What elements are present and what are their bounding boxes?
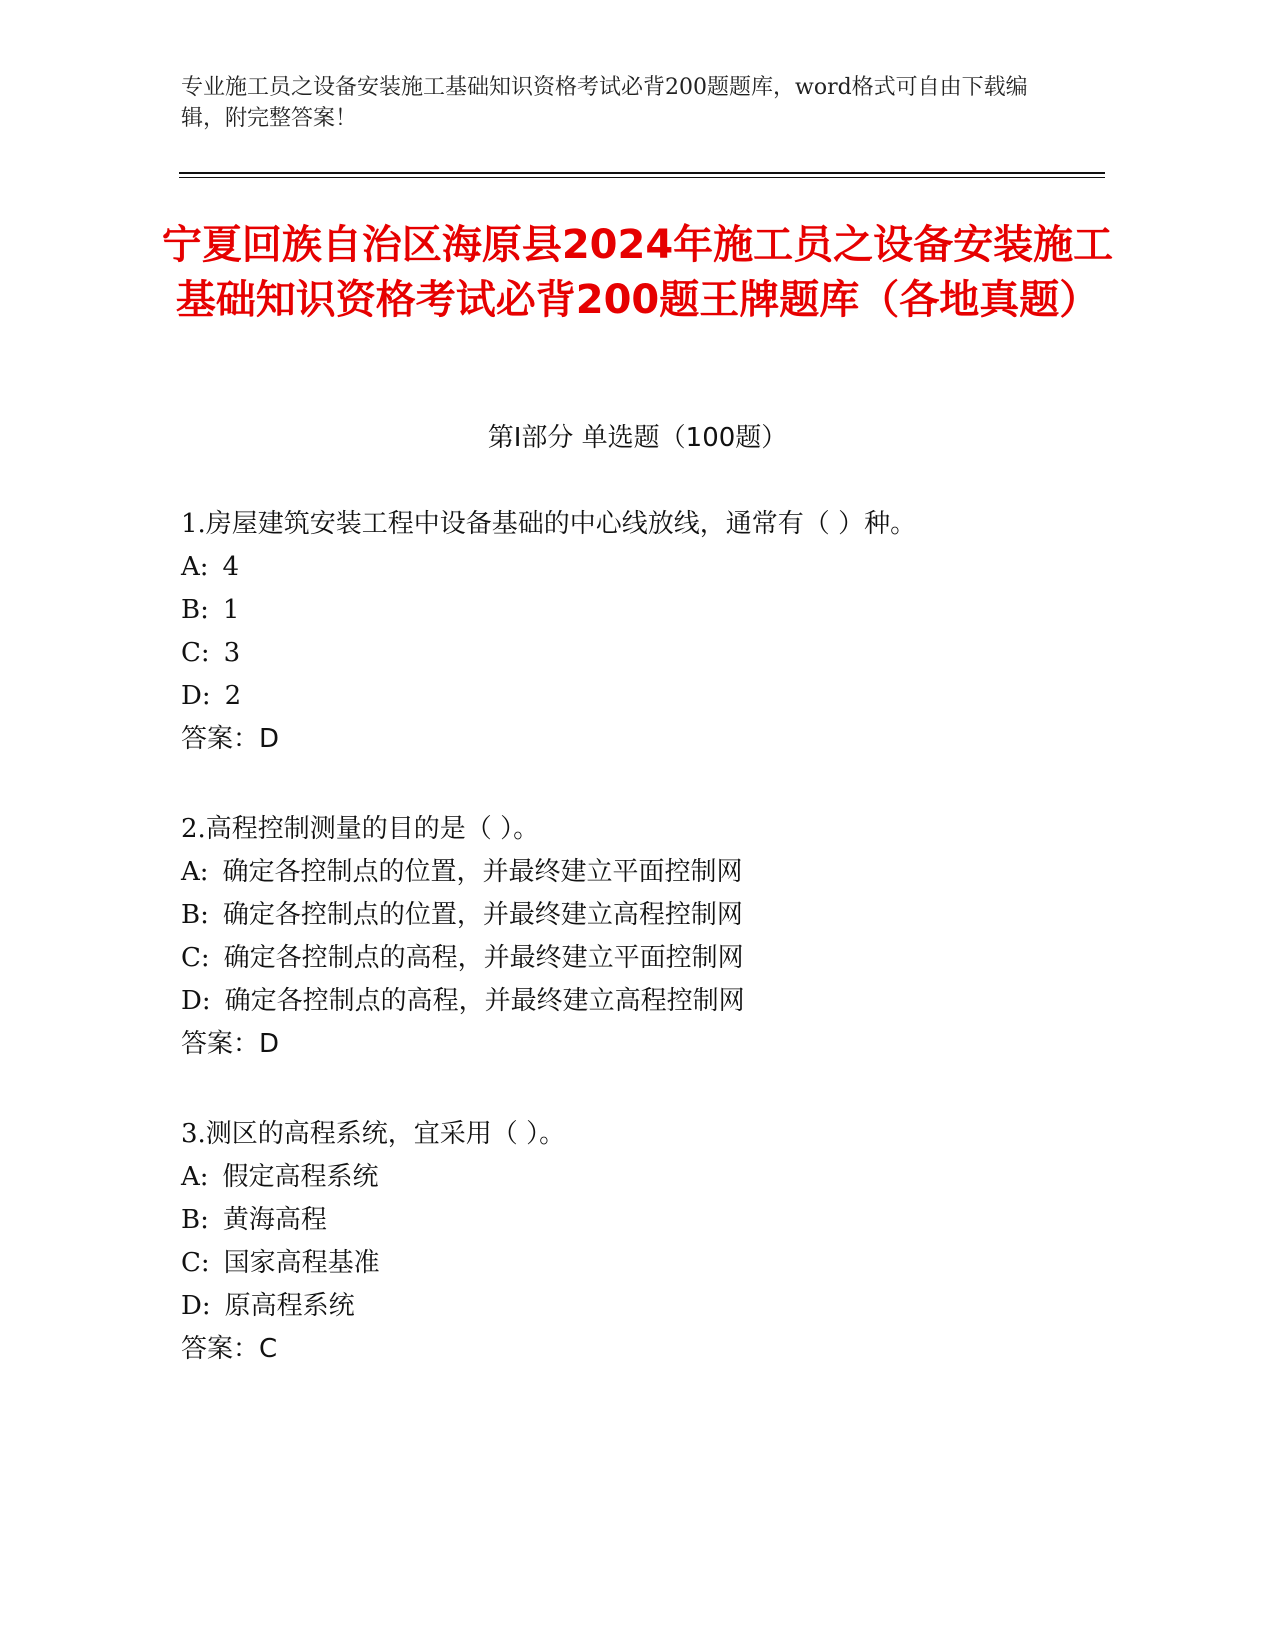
option-key: C: — [181, 1248, 210, 1278]
option-key: D: — [181, 1291, 211, 1321]
option-c — [181, 1242, 1101, 1285]
header-divider-thick — [179, 172, 1105, 174]
document-title: 宁夏回族自治区海原县2024年施工员之设备安装施工基础知识资格考试必背200题王牌题库（各地真题） — [161, 222, 1114, 323]
option-key: D: — [181, 681, 211, 711]
option-key: A: — [181, 857, 209, 887]
option-d — [181, 1285, 1101, 1328]
option-key: C: — [181, 943, 210, 973]
option-key: C: — [181, 638, 210, 668]
option-b — [181, 1199, 1101, 1242]
option-text: 4 — [222, 552, 240, 582]
option-text: 3 — [223, 638, 241, 668]
option-b — [181, 589, 1101, 632]
question-stem: 2.高程控制测量的目的是（ ）。 — [181, 814, 540, 844]
option-text: 确定各控制点的位置，并最终建立平面控制网 — [222, 857, 743, 887]
option-a — [181, 851, 1101, 894]
header-divider-thin — [179, 177, 1105, 178]
option-key: A: — [181, 552, 209, 582]
option-c — [181, 632, 1101, 675]
option-text: 国家高程基准 — [223, 1248, 380, 1278]
section-heading: 第Ⅰ部分 单选题（100题） — [487, 423, 788, 453]
option-c — [181, 937, 1101, 980]
option-key: D: — [181, 986, 211, 1016]
option-key: B: — [181, 900, 209, 930]
option-text: 假定高程系统 — [222, 1162, 379, 1192]
header-note: 专业施工员之设备安装施工基础知识资格考试必背200题题库，word格式可自由下载编辑，附完整答案！ — [181, 75, 1028, 131]
question-3 — [181, 1113, 1101, 1371]
question-stem: 1.房屋建筑安装工程中设备基础的中心线放线，通常有（ ）种。 — [181, 509, 917, 539]
question-2 — [181, 808, 1101, 1066]
option-text: 1 — [222, 595, 240, 625]
question-stem: 3.测区的高程系统，宜采用（ ）。 — [181, 1119, 566, 1149]
option-text: 原高程系统 — [224, 1291, 355, 1321]
answer-line: 答案：C — [181, 1334, 278, 1364]
option-text: 黄海高程 — [222, 1205, 327, 1235]
answer-line: 答案：D — [181, 1029, 280, 1059]
option-text: 确定各控制点的位置，并最终建立高程控制网 — [222, 900, 743, 930]
option-a — [181, 1156, 1101, 1199]
option-key: B: — [181, 1205, 209, 1235]
option-b — [181, 894, 1101, 937]
option-text: 确定各控制点的高程，并最终建立平面控制网 — [223, 943, 744, 973]
option-d — [181, 675, 1101, 718]
option-a — [181, 546, 1101, 589]
option-key: A: — [181, 1162, 209, 1192]
option-text: 确定各控制点的高程，并最终建立高程控制网 — [224, 986, 745, 1016]
answer-line: 答案：D — [181, 724, 280, 754]
option-key: B: — [181, 595, 209, 625]
option-d — [181, 980, 1101, 1023]
question-1 — [181, 503, 1101, 761]
option-text: 2 — [224, 681, 242, 711]
